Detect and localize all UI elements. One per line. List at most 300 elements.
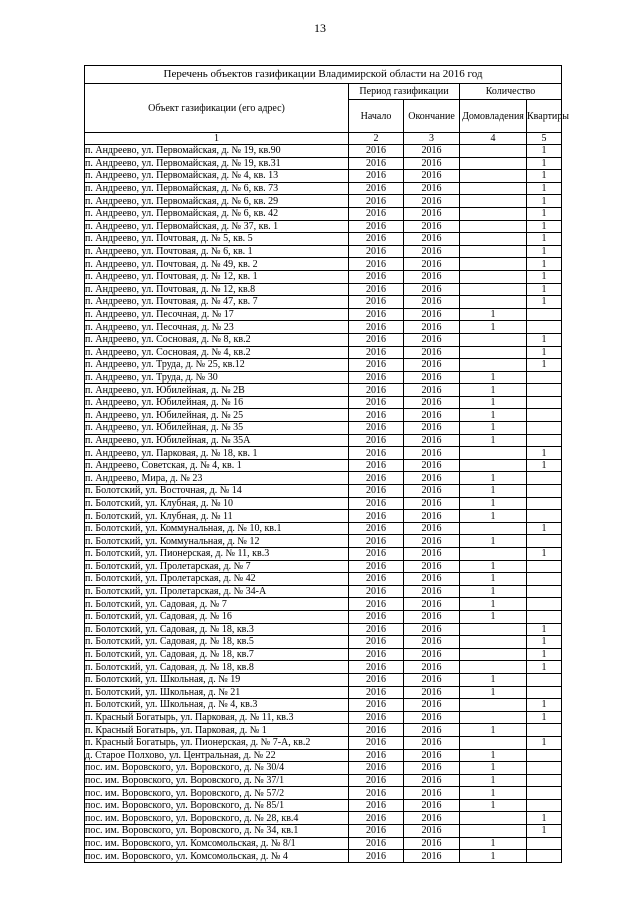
households-cell: 1 [460, 774, 527, 787]
table-row [85, 661, 562, 674]
object-address-cell: пос. им. Воровского, ул. Воровского, д. № 30/4 [85, 762, 349, 775]
households-cell: 1 [460, 510, 527, 523]
start-year-cell: 2016 [349, 422, 404, 435]
start-year-cell: 2016 [349, 308, 404, 321]
apartments-cell [527, 535, 562, 548]
apartments-cell: 1 [527, 220, 562, 233]
households-cell [460, 145, 527, 158]
table-row [85, 548, 562, 561]
start-year-cell: 2016 [349, 774, 404, 787]
end-year-cell: 2016 [404, 661, 460, 674]
object-address-cell: п. Болотский, ул. Садовая, д. № 18, кв.3 [85, 623, 349, 636]
households-cell: 1 [460, 409, 527, 422]
households-cell: 1 [460, 762, 527, 775]
households-cell [460, 548, 527, 561]
table-row [85, 308, 562, 321]
apartments-cell: 1 [527, 245, 562, 258]
households-cell [460, 825, 527, 838]
table-row [85, 371, 562, 384]
start-year-cell: 2016 [349, 623, 404, 636]
households-cell: 1 [460, 308, 527, 321]
households-cell: 1 [460, 749, 527, 762]
column-number: 5 [527, 133, 562, 145]
gasification-table [84, 65, 570, 863]
table-row [85, 573, 562, 586]
apartments-cell [527, 673, 562, 686]
object-address-cell: п. Андреево, Мира, д. № 23 [85, 472, 349, 485]
households-cell [460, 812, 527, 825]
table-row [85, 686, 562, 699]
apartments-cell [527, 762, 562, 775]
end-year-cell: 2016 [404, 850, 460, 863]
object-address-cell: п. Андреево, ул. Труда, д. № 25, кв.12 [85, 359, 349, 372]
households-cell: 1 [460, 396, 527, 409]
start-year-cell: 2016 [349, 296, 404, 309]
table-row [85, 787, 562, 800]
start-year-cell: 2016 [349, 749, 404, 762]
start-year-cell: 2016 [349, 245, 404, 258]
object-address-cell: п. Андреево, ул. Юбилейная, д. № 25 [85, 409, 349, 422]
table-row [85, 245, 562, 258]
apartments-cell: 1 [527, 711, 562, 724]
households-cell: 1 [460, 799, 527, 812]
end-year-cell: 2016 [404, 485, 460, 498]
households-cell [460, 182, 527, 195]
object-address-cell: п. Андреево, ул. Первомайская, д. № 4, кв. 13 [85, 170, 349, 183]
end-year-cell: 2016 [404, 749, 460, 762]
end-year-cell: 2016 [404, 774, 460, 787]
object-address-cell: п. Красный Богатырь, ул. Парковая, д. № 1 [85, 724, 349, 737]
households-cell [460, 636, 527, 649]
households-cell [460, 270, 527, 283]
object-address-cell: пос. им. Воровского, ул. Комсомольская, д. № 8/1 [85, 837, 349, 850]
start-year-cell: 2016 [349, 522, 404, 535]
apartments-cell [527, 799, 562, 812]
object-address-cell: п. Болотский, ул. Садовая, д. № 16 [85, 610, 349, 623]
end-year-cell: 2016 [404, 207, 460, 220]
start-year-cell: 2016 [349, 837, 404, 850]
start-year-cell: 2016 [349, 686, 404, 699]
table-row [85, 346, 562, 359]
end-year-cell: 2016 [404, 724, 460, 737]
apartments-cell [527, 598, 562, 611]
households-cell [460, 220, 527, 233]
households-cell: 1 [460, 485, 527, 498]
end-year-cell: 2016 [404, 283, 460, 296]
start-year-cell: 2016 [349, 799, 404, 812]
end-year-cell: 2016 [404, 245, 460, 258]
apartments-cell: 1 [527, 346, 562, 359]
start-year-cell: 2016 [349, 648, 404, 661]
object-address-cell: п. Андреево, ул. Первомайская, д. № 6, кв. 29 [85, 195, 349, 208]
apartments-cell [527, 774, 562, 787]
table-row [85, 409, 562, 422]
table-row [85, 673, 562, 686]
header-period: Период газификации [349, 84, 460, 100]
object-address-cell: пос. им. Воровского, ул. Воровского, д. № 37/1 [85, 774, 349, 787]
table-row [85, 799, 562, 812]
object-address-cell: п. Болотский, ул. Пролетарская, д. № 42 [85, 573, 349, 586]
households-cell: 1 [460, 535, 527, 548]
header-households: Домовладения [460, 100, 527, 133]
apartments-cell: 1 [527, 296, 562, 309]
households-cell: 1 [460, 686, 527, 699]
end-year-cell: 2016 [404, 384, 460, 397]
households-cell [460, 333, 527, 346]
apartments-cell: 1 [527, 825, 562, 838]
object-address-cell: п. Андреево, ул. Первомайская, д. № 19, кв.31 [85, 157, 349, 170]
apartments-cell [527, 396, 562, 409]
start-year-cell: 2016 [349, 472, 404, 485]
apartments-cell [527, 308, 562, 321]
end-year-cell: 2016 [404, 157, 460, 170]
start-year-cell: 2016 [349, 270, 404, 283]
apartments-cell: 1 [527, 195, 562, 208]
object-address-cell: п. Андреево, ул. Первомайская, д. № 6, кв. 42 [85, 207, 349, 220]
end-year-cell: 2016 [404, 598, 460, 611]
start-year-cell: 2016 [349, 850, 404, 863]
apartments-cell [527, 321, 562, 334]
table-row [85, 195, 562, 208]
end-year-cell: 2016 [404, 258, 460, 271]
table-row [85, 422, 562, 435]
start-year-cell: 2016 [349, 762, 404, 775]
start-year-cell: 2016 [349, 497, 404, 510]
object-address-cell: пос. им. Воровского, ул. Воровского, д. № 34, кв.1 [85, 825, 349, 838]
column-number-row [85, 133, 562, 145]
households-cell [460, 711, 527, 724]
start-year-cell: 2016 [349, 233, 404, 246]
households-cell [460, 157, 527, 170]
object-address-cell: п. Андреево, ул. Почтовая, д. № 12, кв. 1 [85, 270, 349, 283]
end-year-cell: 2016 [404, 610, 460, 623]
table-row [85, 774, 562, 787]
end-year-cell: 2016 [404, 359, 460, 372]
households-cell [460, 648, 527, 661]
object-address-cell: п. Андреево, ул. Почтовая, д. № 5, кв. 5 [85, 233, 349, 246]
households-cell [460, 170, 527, 183]
apartments-cell: 1 [527, 548, 562, 561]
households-cell: 1 [460, 422, 527, 435]
table-row [85, 182, 562, 195]
header-quantity: Количество [460, 84, 562, 100]
end-year-cell: 2016 [404, 787, 460, 800]
start-year-cell: 2016 [349, 145, 404, 158]
start-year-cell: 2016 [349, 598, 404, 611]
end-year-cell: 2016 [404, 170, 460, 183]
start-year-cell: 2016 [349, 447, 404, 460]
end-year-cell: 2016 [404, 321, 460, 334]
table-row [85, 359, 562, 372]
households-cell [460, 459, 527, 472]
end-year-cell: 2016 [404, 434, 460, 447]
start-year-cell: 2016 [349, 333, 404, 346]
table-row [85, 497, 562, 510]
apartments-cell: 1 [527, 812, 562, 825]
end-year-cell: 2016 [404, 623, 460, 636]
object-address-cell: п. Андреево, ул. Юбилейная, д. № 35 [85, 422, 349, 435]
start-year-cell: 2016 [349, 548, 404, 561]
end-year-cell: 2016 [404, 396, 460, 409]
end-year-cell: 2016 [404, 333, 460, 346]
apartments-cell: 1 [527, 623, 562, 636]
households-cell [460, 195, 527, 208]
end-year-cell: 2016 [404, 145, 460, 158]
households-cell [460, 346, 527, 359]
households-cell: 1 [460, 673, 527, 686]
apartments-cell [527, 837, 562, 850]
start-year-cell: 2016 [349, 711, 404, 724]
end-year-cell: 2016 [404, 182, 460, 195]
start-year-cell: 2016 [349, 459, 404, 472]
table-row [85, 648, 562, 661]
table-row [85, 145, 562, 158]
end-year-cell: 2016 [404, 585, 460, 598]
apartments-cell: 1 [527, 736, 562, 749]
object-address-cell: п. Болотский, ул. Садовая, д. № 18, кв.8 [85, 661, 349, 674]
households-cell: 1 [460, 573, 527, 586]
households-cell: 1 [460, 724, 527, 737]
households-cell: 1 [460, 434, 527, 447]
table-row [85, 459, 562, 472]
end-year-cell: 2016 [404, 497, 460, 510]
start-year-cell: 2016 [349, 321, 404, 334]
end-year-cell: 2016 [404, 648, 460, 661]
households-cell [460, 623, 527, 636]
table-row [85, 233, 562, 246]
start-year-cell: 2016 [349, 359, 404, 372]
header-end: Окончание [404, 100, 460, 133]
apartments-cell [527, 472, 562, 485]
end-year-cell: 2016 [404, 422, 460, 435]
apartments-cell: 1 [527, 258, 562, 271]
apartments-cell [527, 485, 562, 498]
start-year-cell: 2016 [349, 661, 404, 674]
apartments-cell: 1 [527, 207, 562, 220]
object-address-cell: п. Андреево, ул. Юбилейная, д. № 16 [85, 396, 349, 409]
table-row [85, 510, 562, 523]
households-cell: 1 [460, 598, 527, 611]
households-cell: 1 [460, 837, 527, 850]
table-row [85, 157, 562, 170]
households-cell: 1 [460, 560, 527, 573]
object-address-cell: пос. им. Воровского, ул. Воровского, д. № 85/1 [85, 799, 349, 812]
header-start: Начало [349, 100, 404, 133]
end-year-cell: 2016 [404, 535, 460, 548]
object-address-cell: п. Андреево, ул. Парковая, д. № 18, кв. 1 [85, 447, 349, 460]
end-year-cell: 2016 [404, 573, 460, 586]
end-year-cell: 2016 [404, 636, 460, 649]
column-number: 1 [85, 133, 349, 145]
households-cell [460, 447, 527, 460]
end-year-cell: 2016 [404, 560, 460, 573]
object-address-cell: п. Болотский, ул. Пролетарская, д. № 7 [85, 560, 349, 573]
apartments-cell: 1 [527, 459, 562, 472]
table-row [85, 485, 562, 498]
object-address-cell: п. Болотский, ул. Клубная, д. № 10 [85, 497, 349, 510]
table-row [85, 623, 562, 636]
apartments-cell [527, 585, 562, 598]
apartments-cell: 1 [527, 522, 562, 535]
table-row [85, 636, 562, 649]
end-year-cell: 2016 [404, 812, 460, 825]
table-row [85, 220, 562, 233]
start-year-cell: 2016 [349, 371, 404, 384]
object-address-cell: п. Андреево, ул. Сосновая, д. № 4, кв.2 [85, 346, 349, 359]
start-year-cell: 2016 [349, 535, 404, 548]
end-year-cell: 2016 [404, 825, 460, 838]
table-row [85, 610, 562, 623]
start-year-cell: 2016 [349, 825, 404, 838]
apartments-cell: 1 [527, 447, 562, 460]
object-address-cell: п. Болотский, ул. Пролетарская, д. № 34-А [85, 585, 349, 598]
apartments-cell: 1 [527, 145, 562, 158]
households-cell: 1 [460, 787, 527, 800]
object-address-cell: д. Старое Полхово, ул. Центральная, д. № 22 [85, 749, 349, 762]
households-cell: 1 [460, 497, 527, 510]
start-year-cell: 2016 [349, 258, 404, 271]
households-cell: 1 [460, 384, 527, 397]
start-year-cell: 2016 [349, 157, 404, 170]
apartments-cell: 1 [527, 636, 562, 649]
apartments-cell [527, 497, 562, 510]
start-year-cell: 2016 [349, 434, 404, 447]
apartments-cell [527, 749, 562, 762]
object-address-cell: п. Болотский, ул. Пионерская, д. № 11, кв.3 [85, 548, 349, 561]
table-row [85, 321, 562, 334]
object-address-cell: п. Андреево, ул. Юбилейная, д. № 2В [85, 384, 349, 397]
households-cell [460, 522, 527, 535]
object-address-cell: п. Болотский, ул. Школьная, д. № 19 [85, 673, 349, 686]
object-address-cell: п. Андреево, ул. Первомайская, д. № 19, кв.90 [85, 145, 349, 158]
table-row [85, 711, 562, 724]
table-row [85, 434, 562, 447]
start-year-cell: 2016 [349, 636, 404, 649]
column-number: 4 [460, 133, 527, 145]
end-year-cell: 2016 [404, 799, 460, 812]
start-year-cell: 2016 [349, 207, 404, 220]
start-year-cell: 2016 [349, 283, 404, 296]
households-cell: 1 [460, 850, 527, 863]
end-year-cell: 2016 [404, 686, 460, 699]
end-year-cell: 2016 [404, 346, 460, 359]
apartments-cell: 1 [527, 661, 562, 674]
object-address-cell: пос. им. Воровского, ул. Комсомольская, д. № 4 [85, 850, 349, 863]
object-address-cell: п. Красный Богатырь, ул. Парковая, д. № 11, кв.3 [85, 711, 349, 724]
end-year-cell: 2016 [404, 522, 460, 535]
apartments-cell [527, 510, 562, 523]
start-year-cell: 2016 [349, 170, 404, 183]
start-year-cell: 2016 [349, 409, 404, 422]
apartments-cell: 1 [527, 283, 562, 296]
object-address-cell: п. Андреево, ул. Почтовая, д. № 6, кв. 1 [85, 245, 349, 258]
table-row [85, 560, 562, 573]
apartments-cell: 1 [527, 648, 562, 661]
object-address-cell: п. Красный Богатырь, ул. Пионерская, д. № 7-А, кв.2 [85, 736, 349, 749]
object-address-cell: пос. им. Воровского, ул. Воровского, д. № 28, кв.4 [85, 812, 349, 825]
apartments-cell [527, 560, 562, 573]
table-caption: Перечень объектов газификации Владимирской области на 2016 год [85, 66, 562, 84]
households-cell: 1 [460, 610, 527, 623]
apartments-cell: 1 [527, 359, 562, 372]
apartments-cell [527, 724, 562, 737]
object-address-cell: п. Болотский, ул. Садовая, д. № 18, кв.7 [85, 648, 349, 661]
households-cell [460, 283, 527, 296]
table-row [85, 207, 562, 220]
table-row [85, 585, 562, 598]
households-cell [460, 233, 527, 246]
table-row [85, 384, 562, 397]
start-year-cell: 2016 [349, 182, 404, 195]
table-row [85, 170, 562, 183]
object-address-cell: п. Андреево, ул. Сосновая, д. № 8, кв.2 [85, 333, 349, 346]
end-year-cell: 2016 [404, 233, 460, 246]
start-year-cell: 2016 [349, 787, 404, 800]
start-year-cell: 2016 [349, 510, 404, 523]
object-address-cell: п. Андреево, ул. Первомайская, д. № 37, кв. 1 [85, 220, 349, 233]
apartments-cell [527, 384, 562, 397]
households-cell [460, 359, 527, 372]
apartments-cell [527, 787, 562, 800]
apartments-cell [527, 371, 562, 384]
end-year-cell: 2016 [404, 736, 460, 749]
object-address-cell: п. Болотский, ул. Коммунальная, д. № 12 [85, 535, 349, 548]
table-body [85, 145, 562, 863]
households-cell: 1 [460, 321, 527, 334]
object-address-cell: п. Андреево, ул. Почтовая, д. № 12, кв.8 [85, 283, 349, 296]
object-address-cell: п. Андреево, ул. Труда, д. № 30 [85, 371, 349, 384]
end-year-cell: 2016 [404, 270, 460, 283]
table-row [85, 812, 562, 825]
table-row [85, 296, 562, 309]
column-number: 2 [349, 133, 404, 145]
table-row [85, 522, 562, 535]
table-row [85, 396, 562, 409]
table-row [85, 447, 562, 460]
table-row [85, 258, 562, 271]
start-year-cell: 2016 [349, 610, 404, 623]
households-cell: 1 [460, 371, 527, 384]
object-address-cell: п. Болотский, ул. Восточная, д. № 14 [85, 485, 349, 498]
end-year-cell: 2016 [404, 673, 460, 686]
object-address-cell: п. Болотский, ул. Коммунальная, д. № 10, кв.1 [85, 522, 349, 535]
table-row [85, 699, 562, 712]
households-cell [460, 258, 527, 271]
start-year-cell: 2016 [349, 560, 404, 573]
start-year-cell: 2016 [349, 573, 404, 586]
page-number: 13 [314, 21, 326, 35]
table-row [85, 598, 562, 611]
households-cell [460, 736, 527, 749]
table-row [85, 283, 562, 296]
households-cell [460, 296, 527, 309]
apartments-cell: 1 [527, 699, 562, 712]
end-year-cell: 2016 [404, 296, 460, 309]
table-row [85, 837, 562, 850]
end-year-cell: 2016 [404, 447, 460, 460]
end-year-cell: 2016 [404, 220, 460, 233]
start-year-cell: 2016 [349, 673, 404, 686]
table-row [85, 825, 562, 838]
start-year-cell: 2016 [349, 220, 404, 233]
apartments-cell [527, 409, 562, 422]
start-year-cell: 2016 [349, 384, 404, 397]
table-row [85, 333, 562, 346]
start-year-cell: 2016 [349, 485, 404, 498]
start-year-cell: 2016 [349, 346, 404, 359]
households-cell: 1 [460, 472, 527, 485]
start-year-cell: 2016 [349, 585, 404, 598]
